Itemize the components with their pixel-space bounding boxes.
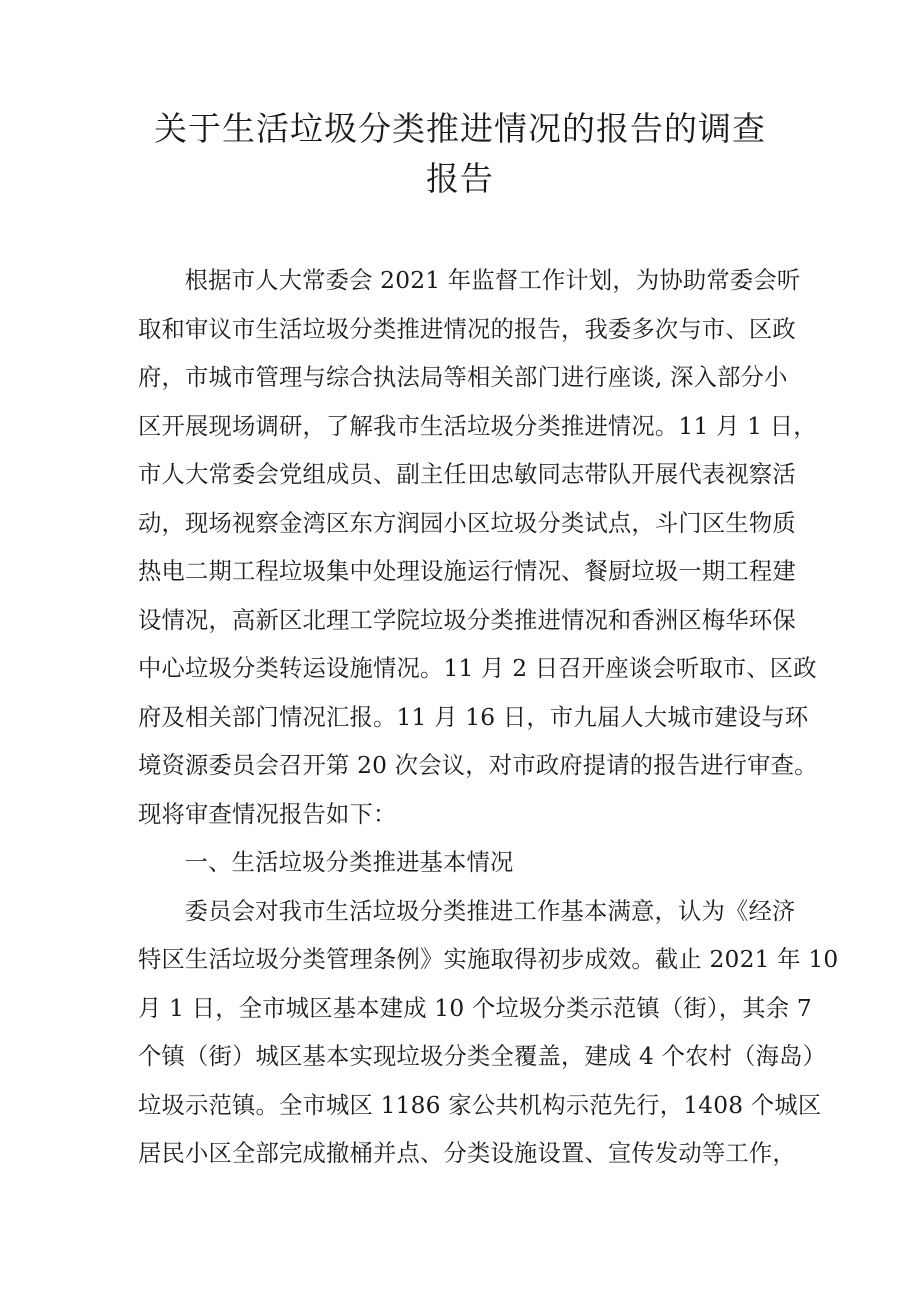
- intro-paragraph: [138, 257, 818, 839]
- text-line: 中心垃圾分类转运设施情况。11 月 2 日召开座谈会听取市、区政: [138, 655, 817, 682]
- text-line: 区开展现场调研，了解我市生活垃圾分类推进情况。11 月 1 日，: [138, 412, 817, 440]
- text-line: 现将审查情况报告如下：: [138, 800, 397, 828]
- text-line: 热电二期工程垃圾集中处理设施运行情况、餐厨垃圾一期工程建: [138, 558, 796, 585]
- text-line: 个镇（街）城区基本实现垃圾分类全覆盖，建成 4 个农村（海岛）: [138, 1043, 827, 1070]
- section-heading-text: 一、生活垃圾分类推进基本情况: [184, 849, 514, 876]
- section-paragraph: [138, 888, 839, 1179]
- title-line: 关于生活垃圾分类推进情况的报告的调查: [154, 109, 766, 148]
- text-line: 动，现场视察金湾区东方润园小区垃圾分类试点，斗门区生物质: [138, 509, 796, 537]
- text-line: 居民小区全部完成撤桶并点、分类设施设置、宣传发动等工作，: [138, 1140, 796, 1167]
- text-line: 府及相关部门情况汇报。11 月 16 日，市九届人大城市建设与环: [138, 703, 809, 731]
- text-line: 设情况，高新区北理工学院垃圾分类推进情况和香洲区梅华环保: [138, 606, 796, 634]
- text-line: 垃圾示范镇。全市城区 1186 家公共机构示范先行，1408 个城区: [138, 1091, 822, 1119]
- section-heading: [138, 839, 790, 888]
- document-title: [130, 104, 790, 204]
- text-line: 委员会对我市生活垃圾分类推进工作基本满意，认为《经济: [184, 897, 796, 925]
- text-line: 根据市人大常委会 2021 年监督工作计划，为协助常委会听: [184, 267, 801, 294]
- text-line: 府，市城市管理与综合执法局等相关部门进行座谈, 深入部分小: [138, 364, 788, 391]
- text-line: 境资源委员会召开第 20 次会议，对市政府提请的报告进行审查。: [138, 752, 818, 779]
- document-body: [138, 257, 839, 1179]
- text-line: 取和审议市生活垃圾分类推进情况的报告，我委多次与市、区政: [138, 315, 796, 343]
- text-line: 特区生活垃圾分类管理条例》实施取得初步成效。截止 2021 年 10: [138, 946, 839, 973]
- title-line: 报告: [426, 159, 494, 198]
- text-line: 市人大常委会党组成员、副主任田忠敏同志带队开展代表视察活: [138, 461, 796, 488]
- text-line: 月 1 日，全市城区基本建成 10 个垃圾分类示范镇（街），其余 7: [138, 994, 812, 1022]
